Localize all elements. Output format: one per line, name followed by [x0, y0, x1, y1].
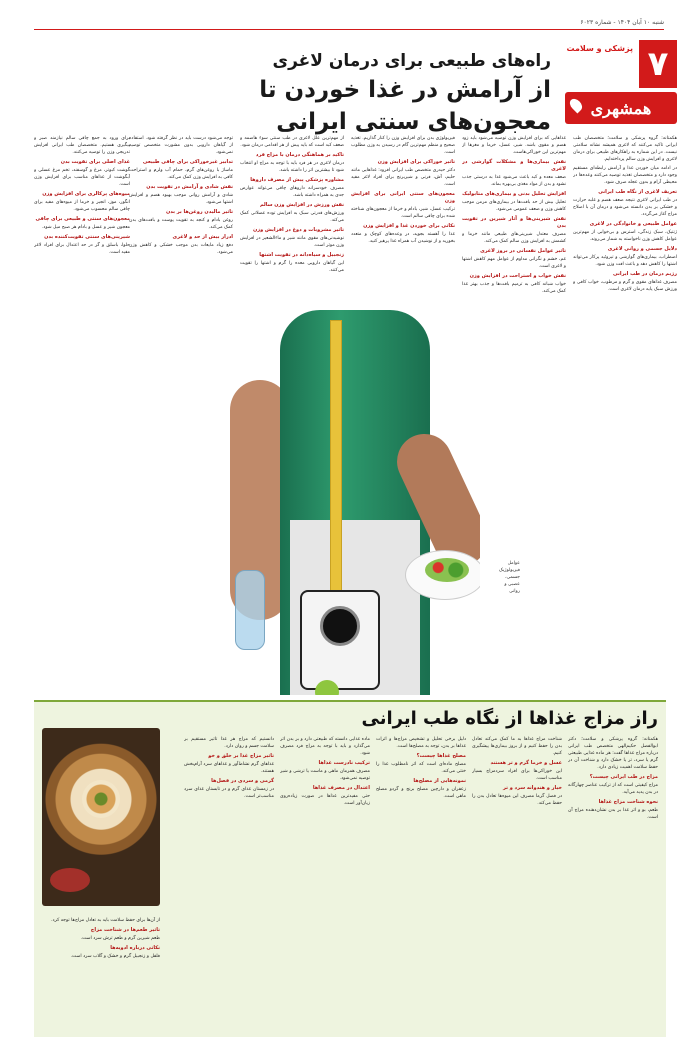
subheading: نقش بیماری‌ها و مشکلات گوارشی در لاغری — [462, 159, 566, 172]
box-column-b — [472, 736, 562, 1032]
main-photo-weight-loss — [220, 310, 480, 695]
headline — [151, 48, 551, 138]
paragraph: طعم، بو و اثر غذا بر بدن نشان‌دهنده مزاج آن است. — [568, 808, 658, 820]
paragraph: دکتر حیدری متخصص طب ایرانی افزود: غذاهایی مانند حلیم، آش، فرنی و شیربرنج برای افراد لاغر مفید است. — [351, 168, 455, 187]
paragraph: در فصل گرما مصرف این میوه‌ها تعادل بدن را حفظ می‌کند. — [472, 794, 562, 806]
paragraph: تحلیل بیش از حد بافت‌ها در بیماری‌های مزمن موجب کاهش وزن و ضعف عمومی می‌شود. — [462, 200, 566, 212]
page-number: ۷ — [639, 40, 677, 88]
paragraph: ضعف معده و کبد باعث می‌شود غذا به درستی جذب نشود و بدن از مواد مغذی بی‌بهره بماند. — [462, 175, 566, 187]
paragraph: دلیل برخی تحلیل و تشخیص مزاج‌ها و اثرات غذاها بر بدن، توجه به مصلح‌ها است. — [376, 737, 466, 749]
paragraph: روغن بادام و کنجد به تقویت پوست و بافت‌های بدن کمک می‌کند. — [129, 218, 233, 230]
paragraph: حتی مفیدترین غذاها در صورت زیاده‌روی زیان‌آور است. — [280, 794, 370, 806]
box-column-f — [42, 917, 160, 1032]
box-title: راز مزاج غذاها از نگاه طب ایرانی — [361, 708, 658, 729]
paragraph: فیزیولوژی بدن برای افزایش وزن را کنار گذاریم. تغذیه صحیح و منظم مهم‌ترین گام در رسیدن به وزن مطلوب است. — [351, 136, 455, 155]
water-bottle-icon — [235, 570, 265, 650]
issue-date: شنبه ۱۰ آبان ۱۴۰۴ - شماره ۶۰۲۳ — [580, 19, 664, 26]
paragraph: ماده غذایی دانسته که طبیعتی دارد و بر بدن اثر می‌گذارد و باید با توجه به مزاج فرد مصرف شود. — [280, 737, 370, 756]
paragraph: در طب ایرانی لاغری نتیجه ضعف هضم و غلبه حرارت و خشکی بر بدن دانسته می‌شود و درمان آن با اصلاح مزاج آغاز می‌گردد. — [573, 198, 677, 217]
paragraph: غذا را آهسته بجوید، در وعده‌های کوچک و متعدد بخورید و از نوشیدن آب همراه غذا پرهیز کنید. — [351, 232, 455, 244]
caption-line: عصبی و — [504, 582, 520, 587]
paragraph: گوشت کبوتر، مرغ و گوسفند، تخم مرغ عسلی و آبگوشت از غذاهای مناسب برای افزایش وزن است. — [34, 168, 130, 187]
paragraph: دانستیم که مزاج هر غذا تاثیر مستقیم بر سلامت جسم و روان دارد. — [184, 737, 274, 749]
subheading: نحوه شناخت مزاج غذاها — [598, 799, 658, 805]
subheading: اعتدال در مصرف غذاها — [312, 785, 370, 791]
paragraph: غذاهای گرم نشاط‌آور و غذاهای سرد آرام‌بخش هستند. — [184, 762, 274, 774]
paragraph: معجون شیر و عسل و بادام هر صبح میل شود. — [41, 225, 130, 230]
subheading: تاکید بر هماهنگی درمان با مزاج فرد — [255, 152, 344, 158]
subheading: شیرینی‌های سنتی تقویت‌کننده بدن — [44, 234, 130, 240]
herb-garnish-icon — [82, 780, 120, 818]
paragraph: هکمتانه: گروه پزشکی و سلامت؛ دکتر ابوالفضل حکیم‌الهی متخصص طب ایرانی درباره مزاج غذاها گفت: هر ماده غذایی طبیعتی گرم یا سرد، تر یا خشک دارد و شناخت آن در حفظ سلامت اهمیت زیادی دارد. — [568, 737, 658, 770]
paragraph: ماساژ با روغن‌های گرم، حمام آب ولرم و استراحت کافی به افزایش وزن کمک می‌کند. — [129, 168, 233, 180]
subheading: نکاتی برای خوردن غذا و افزایش وزن — [363, 223, 455, 229]
subheading: دلایل جسمی و روانی لاغری — [607, 246, 677, 252]
paragraph: درمان لاغری در هر فرد باید با توجه به مزاج او انتخاب شود تا بیشترین اثر را داشته باشد. — [240, 161, 344, 173]
column-6 — [34, 135, 130, 695]
paragraph: حلوا، باسلق و گز در حد اعتدال برای افراد لاغر مفید است. — [34, 243, 130, 255]
subheading: ادرار بیش از حد و لاغری — [172, 234, 233, 240]
paragraph: مصرف همزمان ماهی و ماست یا ترشی و شیر توصیه نمی‌شود. — [280, 769, 370, 781]
paragraph: ورزش‌های قدرتی سبک به افزایش توده عضلانی کمک می‌کند. — [240, 211, 344, 223]
caption-line: جسمی، — [505, 575, 520, 580]
subheading: تعریف لاغری از نگاه طب ایرانی — [598, 189, 677, 195]
paragraph: فلفل و زنجبیل گرم و خشک و گلاب سرد است. — [70, 954, 160, 959]
paragraph: از مهم‌ترین علل لاغری در طب سنتی سوء هاضمه و ضعف کبد است که باید پیش از هر اقدامی درمان شود. — [240, 136, 344, 148]
subheading: تاثیر عوامل نفسانی در بروز لاغری — [480, 248, 566, 254]
food-photo-dish — [42, 728, 160, 906]
subheading: نقش شیرینی‌ها و آثار شیرین در تقویت بدن — [462, 216, 566, 229]
box-column-c — [376, 736, 466, 1032]
paragraph: مصرف خودسرانه داروهای چاقی می‌تواند عوارض جدی به همراه داشته باشد. — [240, 186, 344, 198]
paragraph: انگور، موز، انجیر و خرما از میوه‌های مفید برای چاقی سالم محسوب می‌شود. — [34, 200, 130, 212]
paragraph: مصرف معتدل شیرینی‌های طبیعی مانند خرما و کشمش به افزایش وزن سالم کمک می‌کند. — [462, 232, 566, 244]
paragraph: مصرف غذاهای مقوی و گرم و مرطوب، خواب کافی و ورزش سبک پایه درمان لاغری است. — [573, 280, 677, 292]
caption-line: روانی — [509, 589, 520, 594]
subheading: معجون‌های سنتی ایرانی برای افزایش وزن — [351, 191, 455, 204]
subheading: مزاج در طب ایرانی چیست؟ — [589, 774, 658, 780]
box-column-e — [184, 736, 274, 1032]
paragraph: دفع زیاد مایعات بدن موجب خشکی و کاهش وزن می‌شود. — [129, 243, 233, 255]
headline-kicker: راه‌های طبیعی برای درمان لاغری — [272, 51, 551, 71]
subheading: تاثیر طعم‌ها در شناخت مزاج — [90, 927, 160, 933]
subheading: رژیم درمان در طب ایرانی — [612, 271, 677, 277]
section-label: پزشکی و سلامت — [566, 44, 633, 53]
subheading: میوه‌های پرکالری برای افزایش وزن — [42, 191, 130, 197]
paper-logo — [565, 92, 677, 124]
box-column-d — [280, 736, 370, 1032]
paragraph: غذاهایی که برای افزایش وزن توصیه می‌شود باید زود هضم و مقوی باشد. شیر، عسل، خرما و مغزها از مهم‌ترین این خوراکی‌هاست. — [462, 136, 566, 155]
paragraph: غم، خشم و نگرانی مداوم از عوامل مهم کاهش اشتها و لاغری است. — [462, 257, 566, 269]
paper-logo-text: همشهری — [590, 98, 652, 118]
subheading: تاثیر مزاج غذا بر خلق و خو — [208, 753, 274, 759]
paragraph: ترکیب عسل، شیر، بادام و خرما از معجون‌های شناخته شده برای چاقی سالم است. — [351, 207, 455, 219]
paragraph: مزاج کیفیتی است که از ترکیب عناصر چهارگانه در بدن پدید می‌آید. — [568, 783, 658, 795]
subheading: افزایش تحلیل بدنی و بیماری‌های متابولیک — [462, 191, 566, 197]
subheading: غذای اصلی برای تقویت بدن — [60, 159, 130, 165]
subheading: مصلح غذاها چیست؟ — [416, 753, 466, 759]
paragraph: شناخت مزاج غذاها به ما کمک می‌کند تعادل بدن را حفظ کنیم و از بروز بیماری‌ها پیشگیری کنیم. — [472, 737, 562, 756]
paragraph: زعفران و دارچین مصلح برنج و گردو مصلح ماهی است. — [376, 787, 466, 799]
box-column-a — [568, 736, 658, 1032]
subheading: ترکیب نادرست غذاها — [318, 760, 370, 766]
paragraph: این خوراکی‌ها برای افراد سردمزاج بسیار مناسب است. — [472, 769, 562, 781]
paragraph: نوشیدنی‌های مقوی مانند شیر و ماءالشعیر در افزایش وزن موثر است. — [240, 236, 344, 248]
column-4 — [240, 135, 344, 305]
paragraph: از آن‌ها برای حفظ سلامت باید به تعادل مزاج‌ها توجه کرد. — [51, 918, 160, 923]
bathroom-scale-icon — [300, 590, 380, 690]
subheading: تدابیر غیرخوراکی برای چاقی طبیعی — [142, 159, 233, 165]
subheading: تاثیر مشروبات و دوغ در افزایش وزن — [252, 227, 344, 233]
column-3 — [351, 135, 455, 305]
caption-line: فیزیولوژیک — [498, 568, 520, 573]
paragraph: در زمستان غذای گرم و در تابستان غذای سرد مناسب‌تر است. — [184, 787, 274, 799]
paragraph: برای ورود به جمع چاقی سالم نیازمند صبر و پیگیری هستیم. متخصصان طب ایرانی افزایش تدریجی وزن را توصیه می‌کنند. — [34, 136, 130, 155]
paragraph: مصلح ماده‌ای است که اثر نامطلوب غذا را خنثی می‌کند. — [376, 762, 466, 774]
scale-dial-icon — [320, 606, 360, 646]
paragraph: این گیاهان دارویی معده را گرم و اشتها را تقویت می‌کنند. — [240, 261, 344, 273]
subheading: زنجبیل و سیاه‌دانه در تقویت اشتها — [259, 252, 344, 258]
paragraph: توجه می‌شود درست باید در نظر گرفته شود. استفاده از گیاهان دارویی بدون مشورت متخصص توصیه نمی‌شود. — [129, 136, 233, 155]
subheading: تاثیر خوراکی برای افزایش وزن — [377, 159, 455, 165]
drop-icon — [568, 97, 585, 114]
paragraph: در ادامه میان خوردن غذا و آرامش رابطه‌ای مستقیم وجود دارد و متخصصان تغذیه توصیه می‌کنند وعده‌ها در محیطی آرام و بدون عجله صرف شود. — [573, 166, 677, 185]
subheading: عوامل طبیعی و خانوادگی در لاغری — [589, 221, 677, 227]
paragraph: خواب شبانه کافی به ترمیم بافت‌ها و جذب بهتر غذا کمک می‌کند. — [462, 282, 566, 294]
subheading: عسل و خرما گرم و تر هستند — [490, 760, 562, 766]
paragraph: اضطراب، بیماری‌های گوارشی و تیروئید پرکار می‌تواند اشتها را کاهش دهد و باعث افت وزن شود. — [573, 255, 677, 267]
paragraph: ژنتیک، سبک زندگی، استرس و بی‌خوابی از مهم‌ترین عوامل کاهش وزن ناخواسته به شمار می‌روند. — [573, 230, 677, 242]
column-1 — [573, 135, 677, 695]
subheading: خیار و هندوانه سرد و تر — [502, 785, 562, 791]
paragraph: طعم شیرین گرم و طعم ترش سرد است. — [80, 936, 160, 941]
subheading: گرمی و سردی در فصل‌ها — [211, 778, 274, 784]
caption-line: عوامل — [507, 561, 520, 566]
salad-icon — [425, 558, 469, 582]
subheading: نقش ورزش در افزایش وزن سالم — [259, 202, 344, 208]
page-badge — [565, 40, 677, 126]
paragraph: شادی و آرامش روانی موجب بهبود هضم و افزایش اشتها می‌شود. — [129, 193, 233, 205]
subheading: تاثیر مالیدن روغن‌ها بر بدن — [165, 209, 233, 215]
column-5 — [129, 135, 233, 695]
subheading: نکاتی درباره ادویه‌ها — [110, 945, 160, 951]
headline-main: از آرامش در غذا خوردن تا معجون‌های سنتی ایرانی — [259, 77, 551, 135]
spice-spoon-icon — [50, 868, 90, 892]
masthead — [34, 16, 664, 30]
paragraph: هکمتانه: گروه پزشکی و سلامت؛ متخصصان طب ایرانی تاکید می‌کنند که لاغری همیشه نشانه سلامتی نیست. در این شماره به راهکارهای طبیعی برای درمان لاغری و افزایش وزن سالم پرداخته‌ایم. — [573, 136, 677, 162]
subheading: معجون‌های سنتی و طبیعی برای چاقی — [35, 216, 130, 222]
photo-caption — [480, 560, 520, 595]
subheading: نقش خواب و استراحت در افزایش وزن — [469, 273, 566, 279]
subheading: نمونه‌هایی از مصلح‌ها — [413, 778, 466, 784]
subheading: نقش شادی و آرامش در تقویت بدن — [146, 184, 233, 190]
subheading: مشاوره پزشکی پیش از مصرف داروها — [250, 177, 344, 183]
